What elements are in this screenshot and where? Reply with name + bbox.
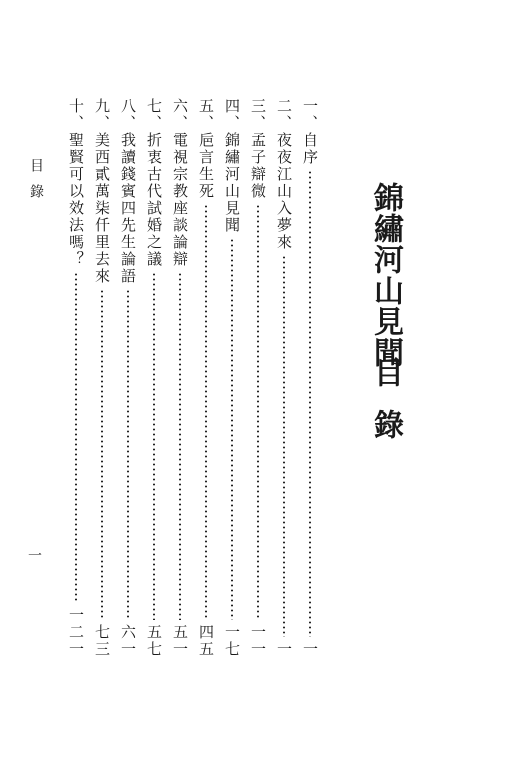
toc-entry-number: 八、 <box>119 98 137 132</box>
toc-entry[interactable] <box>245 98 271 658</box>
toc-entry-title: 巵言生死 <box>197 132 215 200</box>
toc-entry-number: 四、 <box>223 98 241 132</box>
dot-leader <box>205 204 207 620</box>
dot-leader <box>179 272 181 620</box>
toc-entry[interactable] <box>219 98 245 658</box>
toc-entry[interactable] <box>141 98 167 658</box>
toc-entry-page: 七三 <box>93 624 111 658</box>
toc-entry-number: 一、 <box>301 98 319 132</box>
toc-entry-title: 夜夜江山入夢來 <box>275 132 293 251</box>
toc-entry-page: 五七 <box>145 624 163 658</box>
toc-entry-number: 七、 <box>145 98 163 132</box>
toc-entry-number: 二、 <box>275 98 293 132</box>
toc-entry-number: 五、 <box>197 98 215 132</box>
toc-entry-title: 我讀錢賓四先生論語 <box>119 132 137 285</box>
toc-entry-title: 電視宗教座談論辯 <box>171 132 189 268</box>
toc-entry-page: 一 <box>275 641 293 658</box>
toc-entry-title: 錦繡河山見聞 <box>223 132 241 234</box>
toc-entry[interactable] <box>271 98 297 658</box>
toc-entry-title: 折衷古代試婚之議 <box>145 132 163 268</box>
toc-entry-title: 孟子辯微 <box>249 132 267 200</box>
dot-leader <box>101 289 103 620</box>
toc-entry-page: 一 <box>301 641 319 658</box>
toc-entry-page: 一二一 <box>67 607 85 658</box>
toc-entry-number: 十、 <box>67 98 85 132</box>
toc-entry[interactable] <box>167 98 193 658</box>
book-title: 錦繡河山見聞 <box>368 182 403 368</box>
dot-leader <box>153 272 155 620</box>
toc-entry-page: 四五 <box>197 624 215 658</box>
toc-entry[interactable] <box>193 98 219 658</box>
dot-leader <box>127 289 129 620</box>
toc-entry-title: 自序 <box>301 132 319 166</box>
toc-entry[interactable] <box>297 98 323 658</box>
dot-leader <box>75 272 77 603</box>
toc-entry-number: 三、 <box>249 98 267 132</box>
toc-entry[interactable] <box>63 98 89 658</box>
dot-leader <box>309 170 311 637</box>
toc-entry[interactable] <box>89 98 115 658</box>
dot-leader <box>231 238 233 620</box>
toc-entry[interactable] <box>115 98 141 658</box>
page-number: 一 <box>26 548 42 562</box>
running-head: 目錄 <box>28 158 44 210</box>
toc-entry-page: 六一 <box>119 624 137 658</box>
toc-entry-title: 聖賢可以效法嗎？ <box>67 132 85 268</box>
toc-entry-page: 一七 <box>223 624 241 658</box>
toc-heading: 目錄 <box>368 357 403 461</box>
toc-entry-number: 九、 <box>93 98 111 132</box>
dot-leader <box>257 204 259 620</box>
toc-entry-page: 一一 <box>249 624 267 658</box>
toc-entry-title: 美西貳萬柒仟里去來 <box>93 132 111 285</box>
toc-entry-number: 六、 <box>171 98 189 132</box>
page-title-block <box>362 182 408 461</box>
dot-leader <box>283 255 285 637</box>
toc-entry-page: 五一 <box>171 624 189 658</box>
